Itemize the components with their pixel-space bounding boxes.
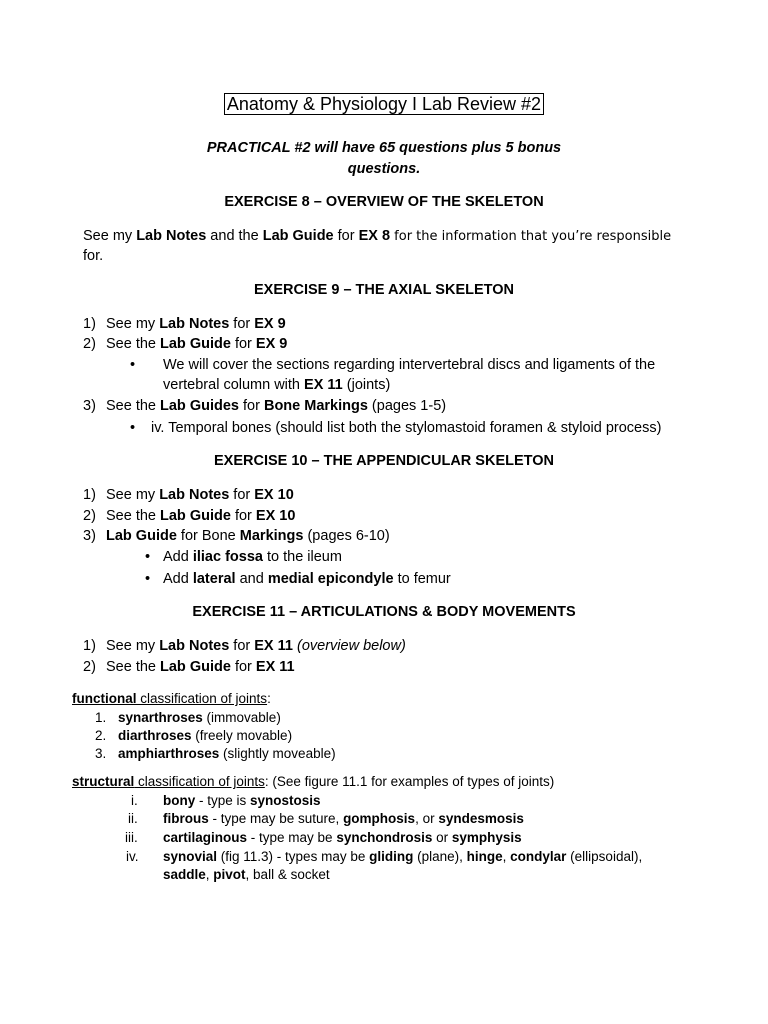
list-bold: synchondrosis [336,830,433,845]
ex9-subitem-1-line-2 [163,376,390,394]
bullet-icon: • [130,420,136,436]
functional-heading [72,690,271,707]
list-text: - type is [195,793,251,808]
list-text: (slightly moveable) [219,746,336,761]
list-bold: EX 10 [255,508,296,524]
ex11-item-2 [106,658,295,676]
list-bold: symphysis [451,830,522,845]
ex9-item-1-num: 1) [83,316,96,332]
bullet-icon: • [145,571,151,587]
ex10-item-2-num: 2) [83,508,96,524]
list-bold: medial epicondyle [267,571,394,587]
list-text: See the [106,398,161,414]
list-bold: Lab Notes [159,638,230,654]
list-bold: pivot [213,867,246,882]
list-text: , or [415,811,439,826]
ex9-item-2-num: 2) [83,336,96,352]
list-italic: (overview below) [292,638,406,654]
list-bold: hinge [466,849,503,864]
ex9-subitem-2: iv. Temporal bones (should list both the stylomastoid foramen & styloid process) [151,420,662,436]
list-bold: gomphosis [343,811,416,826]
ex9-subitem-1-line-1: We will cover the sections regarding intervertebral discs and ligaments of the [163,357,656,373]
list-text: (ellipsoidal), [566,849,643,864]
ex11-item-2-num: 2) [83,659,96,675]
list-text: See the [106,336,161,352]
ex10-item-3 [106,527,390,545]
functional-label: functional [72,691,137,706]
ex9-item-2 [106,335,287,353]
list-text: or [432,830,452,845]
list-text: vertebral column with [163,377,305,393]
list-text: See my [106,316,160,332]
functional-item-2 [118,727,292,744]
list-text: See the [106,508,161,524]
exercise-11-heading: EXERCISE 11 – ARTICULATIONS & BODY MOVEMENTS [192,604,576,620]
list-bold: Lab Guide [160,508,231,524]
ex10-add-1 [163,548,342,566]
list-bold: EX 9 [255,336,288,352]
ex11-item-1 [106,637,406,655]
bullet-icon: • [130,357,136,373]
ex8-text: See my [83,228,137,244]
ex10-item-1 [106,486,294,504]
bullet-icon: • [145,549,151,565]
title-box [224,93,544,115]
structural-item-iv-line-2 [163,866,330,883]
functional-item-2-num: 2. [95,728,107,743]
heading-text: classification of joints [134,774,265,789]
list-text: - type may be suture, [208,811,344,826]
list-bold: EX 10 [254,487,294,503]
ex10-item-1-num: 1) [83,487,96,503]
page-title [0,93,768,115]
heading-text: : (See figure 11.1 for examples of types of joints) [264,774,555,789]
list-bold: diarthroses [118,728,192,743]
functional-item-1-num: 1. [95,710,107,725]
exercise-10-heading: EXERCISE 10 – THE APPENDICULAR SKELETON [213,453,554,469]
list-text: for Bone [176,528,240,544]
list-bold: Lab Notes [159,316,230,332]
list-bold: synovial [163,849,218,864]
ex8-text: and the [206,228,263,244]
structural-item-iii-num: iii. [125,830,138,845]
ex8-lab-notes: Lab Notes [136,228,207,244]
ex9-item-3-num: 3) [83,398,96,414]
list-text: , [502,849,511,864]
ex8-ex8: EX 8 [358,228,391,244]
list-text: (fig 11.3) - types may be [217,849,370,864]
list-bold: cartilaginous [163,830,248,845]
structural-heading [72,773,554,790]
list-text: (joints) [342,377,391,393]
structural-label: structural [72,774,135,789]
list-text: , ball & socket [245,867,330,882]
list-bold: Bone Markings [263,398,368,414]
ex9-item-3 [106,397,446,415]
list-text: See my [106,638,160,654]
list-bold: bony [163,793,196,808]
list-bold: Lab Guide [160,336,231,352]
list-bold: synostosis [250,793,321,808]
ex8-lab-guide: Lab Guide [262,228,334,244]
practical-line-2: questions. [347,161,421,177]
list-text: for [230,508,256,524]
list-text: (pages 1-5) [367,398,447,414]
list-bold: Markings [239,528,304,544]
list-text: for [230,336,256,352]
structural-item-i-num: i. [131,793,138,808]
list-text: to femur [393,571,451,587]
ex8-text: for [333,228,359,244]
exercise-8-heading: EXERCISE 8 – OVERVIEW OF THE SKELETON [224,194,544,210]
structural-item-iii [163,829,522,846]
list-bold: condylar [510,849,567,864]
list-bold: gliding [369,849,414,864]
list-text: for [238,398,264,414]
list-text: Add [163,549,193,565]
list-text: - type may be [247,830,337,845]
list-bold: amphiarthroses [118,746,220,761]
title-text: Anatomy & Physiology I Lab Review #2 [226,94,542,114]
ex10-add-2 [163,570,451,588]
ex10-item-2 [106,507,295,525]
list-bold: synarthroses [118,710,203,725]
list-text: for [230,659,256,675]
list-bold: iliac fossa [192,549,263,565]
structural-item-ii [163,810,524,827]
exercise-9-heading: EXERCISE 9 – THE AXIAL SKELETON [254,282,514,298]
list-text: for [229,316,255,332]
list-text: (pages 6-10) [303,528,390,544]
ex9-item-1 [106,315,286,333]
list-text: (freely movable) [191,728,293,743]
structural-item-iv-line-1 [163,848,642,865]
list-text: See the [106,659,161,675]
ex8-paragraph-line-2: for. [83,248,104,264]
structural-item-iv-num: iv. [126,849,139,864]
structural-item-i [163,792,321,809]
list-text: (plane), [413,849,467,864]
list-bold: EX 11 [254,638,293,654]
list-bold: Lab Guide [160,659,231,675]
list-bold: lateral [192,571,236,587]
list-bold: Lab Notes [159,487,230,503]
heading-text: classification of joints [136,691,268,706]
functional-item-3 [118,745,336,762]
list-bold: Lab Guide [106,528,177,544]
practical-line-1: PRACTICAL #2 will have 65 questions plus 5 bonus [206,140,562,156]
list-text: for [229,638,255,654]
list-bold: EX 11 [304,377,343,393]
functional-item-3-num: 3. [95,746,107,761]
heading-text: : [267,691,271,706]
list-text: Add [163,571,193,587]
ex10-item-3-num: 3) [83,528,96,544]
ex8-paragraph-line-1 [83,227,671,246]
ex8-text: for the information that you’re responsible [390,229,672,244]
list-bold: saddle [163,867,206,882]
functional-item-1 [118,709,281,726]
list-bold: fibrous [163,811,209,826]
list-text: to the ileum [262,549,342,565]
list-text: , [205,867,214,882]
list-bold: EX 9 [254,316,286,332]
list-text: and [235,571,268,587]
structural-item-ii-num: ii. [128,811,138,826]
list-bold: EX 11 [255,659,295,675]
list-bold: syndesmosis [438,811,524,826]
list-text: for [229,487,255,503]
list-bold: Lab Guides [160,398,239,414]
ex11-item-1-num: 1) [83,638,96,654]
list-text: See my [106,487,160,503]
list-text: (immovable) [202,710,281,725]
